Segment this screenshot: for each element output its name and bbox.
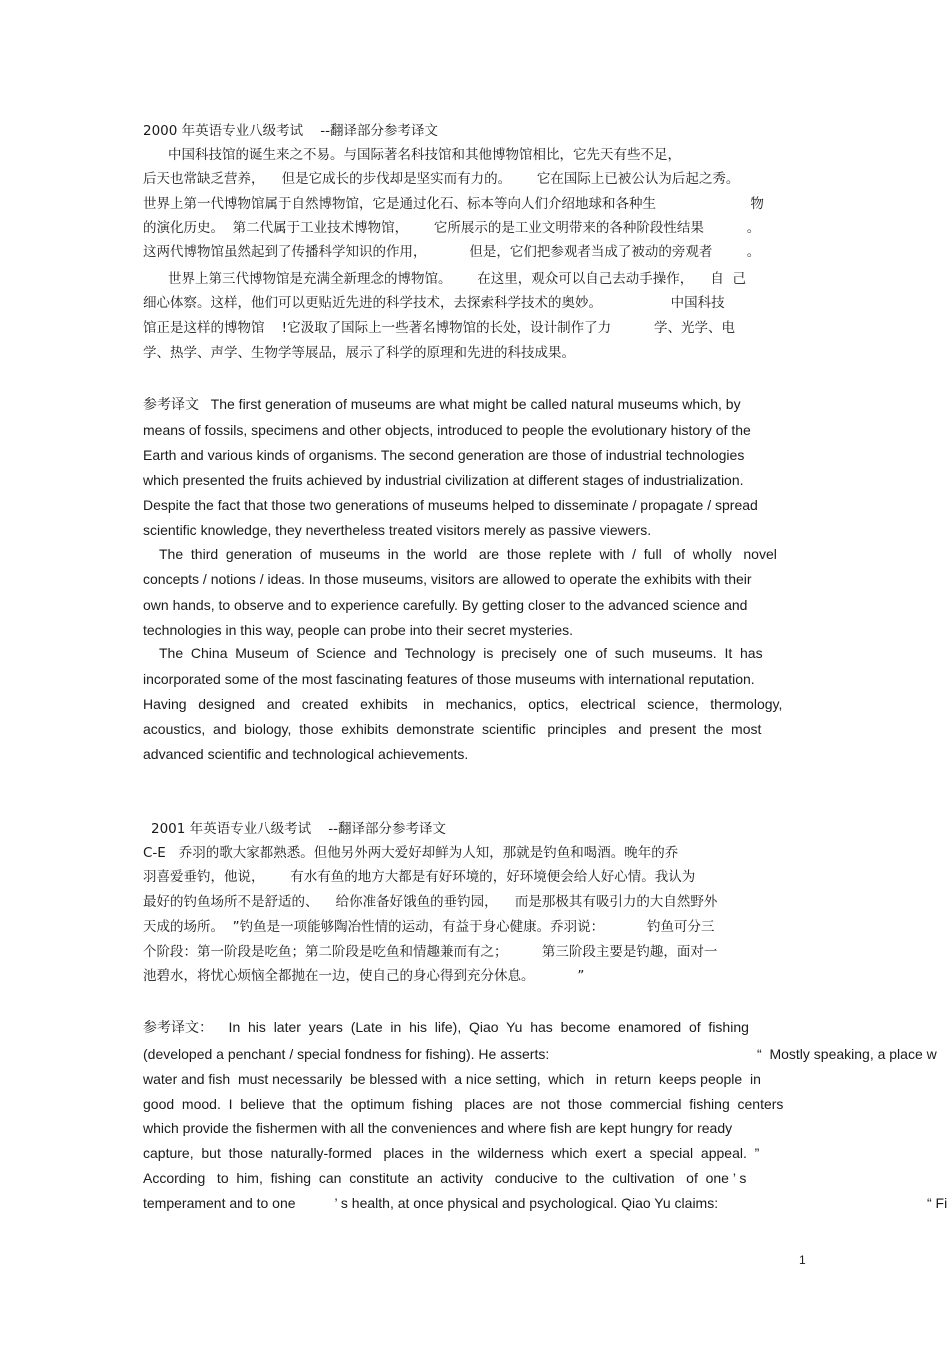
section-1-title: 2000 年英语专业八级考试 --翻译部分参考译文 xyxy=(143,123,439,139)
section-2-translation-line: (developed a penchant / special fondness for fishing). He asserts: xyxy=(143,1046,550,1062)
section-2-source-line: C-E 乔羽的歌大家都熟悉。但他另外两大爱好却鲜为人知，那就是钓鱼和喝酒。晚年的乔 xyxy=(143,845,679,861)
section-1-source-line: 的演化历史。 第二代属于工业技术博物馆， 它所展示的是工业文明带来的各种阶段性结果 。 xyxy=(143,220,761,236)
section-1-translation-line: means of fossils, specimens and other objects, introduced to people the evolutionary history of the xyxy=(143,422,751,438)
section-2-source-line: 羽喜爱垂钓，他说， 有水有鱼的地方大都是有好环境的，好环境便会给人好心情。我认为 xyxy=(143,869,696,885)
section-1-source-line: 学、热学、声学、生物学等展品，展示了科学的原理和先进的科技成果。 xyxy=(143,345,575,361)
section-2-translation-line: “ Mostly speaking, a place w xyxy=(757,1046,937,1062)
section-1-translation-line: scientific knowledge, they nevertheless treated visitors merely as passive viewers. xyxy=(143,522,652,538)
section-1-translation-line: which presented the fruits achieved by industrial civilization at different stages of industrialization. xyxy=(143,472,744,488)
page-number: 1 xyxy=(799,1253,806,1267)
section-2-translation-line: good mood. I believe that the optimum fishing places are not those commercial fishing centers xyxy=(143,1096,784,1112)
section-1-source-line: 世界上第一代博物馆属于自然博物馆，它是通过化石、标本等向人们介绍地球和各种生 物 xyxy=(143,196,764,212)
section-2-translation-line: water and fish must necessarily be blessed with a nice setting, which in return keeps people in xyxy=(143,1071,761,1087)
section-2-translation-line: According to him, fishing can constitute an activity conducive to the cultivation of one ’ s xyxy=(143,1170,747,1186)
section-2-translation-line: 参考译文： In his later years (Late in his life), Qiao Yu has become enamored of fishing xyxy=(143,1019,749,1035)
section-2-source-line: 天成的场所。 ”钓鱼是一项能够陶冶性情的运动，有益于身心健康。乔羽说： 钓鱼可分三 xyxy=(143,919,715,935)
section-2-translation-line: capture, but those naturally-formed places in the wilderness which exert a special appeal. ” xyxy=(143,1145,760,1161)
section-1-translation-line: 参考译文 The first generation of museums are what might be called natural museums which, by xyxy=(143,396,741,412)
section-1-source-line: 细心体察。这样，他们可以更贴近先进的科学技术，去探索科学技术的奥妙。 中国科技 xyxy=(143,295,725,311)
section-1-translation-line: The third generation of museums in the world are those replete with / full of wholly novel xyxy=(159,546,777,562)
section-1-translation-line: Earth and various kinds of organisms. The second generation are those of industrial technologies xyxy=(143,447,745,463)
section-1-translation-line: incorporated some of the most fascinating features of those museums with international reputation. xyxy=(143,671,755,687)
section-1-source-line: 后天也常缺乏营养， 但是它成长的步伐却是坚实而有力的。 它在国际上已被公认为后起之秀。 xyxy=(143,171,740,187)
section-1-translation-line: technologies in this way, people can probe into their secret mysteries. xyxy=(143,622,574,638)
section-1-source-line: 这两代博物馆虽然起到了传播科学知识的作用， 但是，它们把参观者当成了被动的旁观者 。 xyxy=(143,244,761,260)
section-1-translation-line: acoustics, and biology, those exhibits demonstrate scientific principles and present the most xyxy=(143,721,762,737)
section-1-translation-line: Having designed and created exhibits in mechanics, optics, electrical science, thermology, xyxy=(143,696,783,712)
section-2-source-line: 最好的钓鱼场所不是舒适的、 给你准备好饿鱼的垂钓园， 而是那极其有吸引力的大自然野外 xyxy=(143,894,718,910)
section-2-translation-line: which provide the fishermen with all the conveniences and where fish are kept hungry for ready xyxy=(143,1120,733,1136)
section-2-translation-line: temperament and to one ’ s health, at once physical and psychological. Qiao Yu claims: xyxy=(143,1195,719,1211)
section-2-source-line: 个阶段：第一阶段是吃鱼；第二阶段是吃鱼和情趣兼而有之； 第三阶段主要是钓趣，面对一 xyxy=(143,944,718,960)
section-1-source-line: 馆正是这样的博物馆 !它汲取了国际上一些著名博物馆的长处，设计制作了力 学、光学、电 xyxy=(143,320,735,336)
section-2-title: 2001 年英语专业八级考试 --翻译部分参考译文 xyxy=(151,821,447,837)
section-1-source-line: 中国科技馆的诞生来之不易。与国际著名科技馆和其他博物馆相比，它先天有些不足， xyxy=(168,147,681,163)
section-1-source-line: 世界上第三代博物馆是充满全新理念的博物馆。 在这里，观众可以自己去动手操作， 自 己 xyxy=(168,271,746,287)
section-1-translation-line: own hands, to observe and to experience carefully. By getting closer to the advanced science and xyxy=(143,597,748,613)
section-2-translation-line: “ Fi xyxy=(927,1195,948,1211)
section-1-translation-line: advanced scientific and technological achievements. xyxy=(143,746,469,762)
section-2-source-line: 池碧水，将忧心烦恼全都抛在一边，使自己的身心得到充分休息。 ” xyxy=(143,968,585,984)
section-1-translation-line: concepts / notions / ideas. In those museums, visitors are allowed to operate the exhibits with their xyxy=(143,571,752,587)
section-1-translation-line: Despite the fact that those two generations of museums helped to disseminate / propagate / spread xyxy=(143,497,758,513)
section-1-translation-line: The China Museum of Science and Technology is precisely one of such museums. It has xyxy=(159,645,763,661)
